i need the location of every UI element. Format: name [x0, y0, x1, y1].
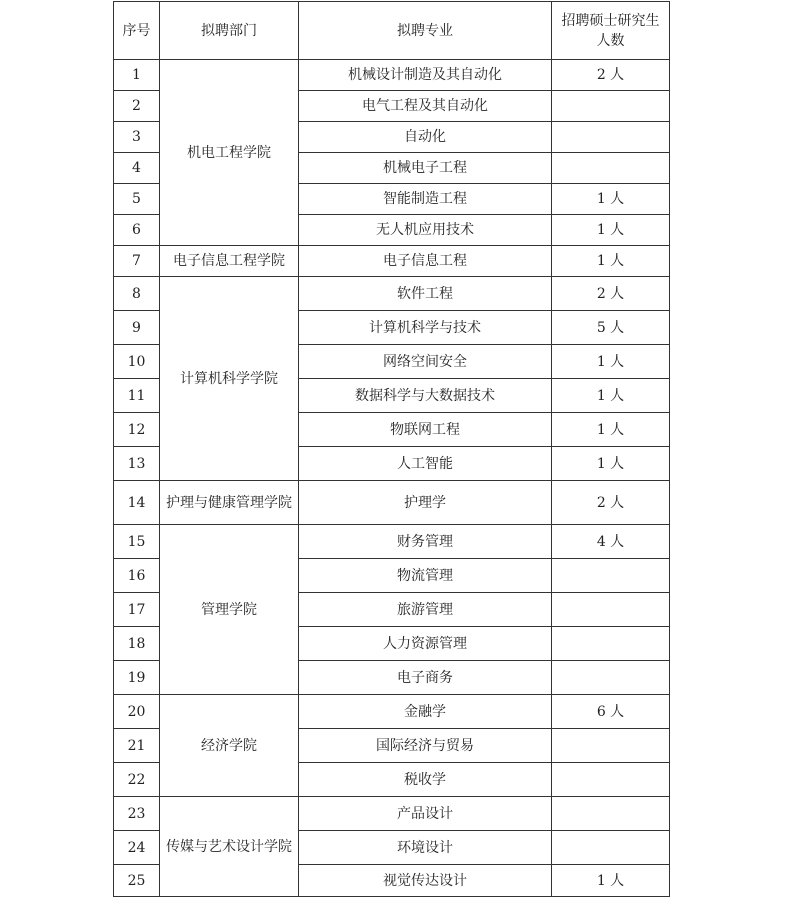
row-index: 12 [114, 413, 160, 447]
row-count [552, 122, 670, 153]
row-index: 17 [114, 593, 160, 627]
row-count: 1 人 [552, 865, 670, 897]
header-index: 序号 [114, 2, 160, 60]
header-dept: 拟聘部门 [160, 2, 299, 60]
row-count [552, 627, 670, 661]
row-index: 7 [114, 246, 160, 277]
row-index: 2 [114, 91, 160, 122]
row-major: 国际经济与贸易 [299, 729, 552, 763]
row-index: 9 [114, 311, 160, 345]
row-major: 无人机应用技术 [299, 215, 552, 246]
row-count [552, 153, 670, 184]
row-major: 物联网工程 [299, 413, 552, 447]
row-major: 金融学 [299, 695, 552, 729]
row-major: 财务管理 [299, 525, 552, 559]
row-index: 15 [114, 525, 160, 559]
row-major: 产品设计 [299, 797, 552, 831]
table-row [114, 525, 670, 559]
row-index: 22 [114, 763, 160, 797]
dept-cell: 传媒与艺术设计学院 [160, 797, 299, 897]
row-count [552, 559, 670, 593]
table-row [114, 60, 670, 91]
table-row [114, 695, 670, 729]
row-major: 护理学 [299, 481, 552, 525]
row-major: 软件工程 [299, 277, 552, 311]
row-major: 机械设计制造及其自动化 [299, 60, 552, 91]
row-index: 10 [114, 345, 160, 379]
row-index: 5 [114, 184, 160, 215]
row-count: 4 人 [552, 525, 670, 559]
row-major: 智能制造工程 [299, 184, 552, 215]
dept-cell: 护理与健康管理学院 [160, 481, 299, 525]
row-index: 1 [114, 60, 160, 91]
row-index: 24 [114, 831, 160, 865]
row-count: 6 人 [552, 695, 670, 729]
dept-cell: 管理学院 [160, 525, 299, 695]
row-index: 18 [114, 627, 160, 661]
table-row [114, 797, 670, 831]
row-major: 电气工程及其自动化 [299, 91, 552, 122]
row-index: 25 [114, 865, 160, 897]
table-row [114, 246, 670, 277]
dept-cell: 电子信息工程学院 [160, 246, 299, 277]
row-index: 3 [114, 122, 160, 153]
row-major: 物流管理 [299, 559, 552, 593]
row-major: 自动化 [299, 122, 552, 153]
row-index: 6 [114, 215, 160, 246]
row-index: 11 [114, 379, 160, 413]
row-major: 视觉传达设计 [299, 865, 552, 897]
row-index: 8 [114, 277, 160, 311]
row-count: 1 人 [552, 413, 670, 447]
row-count: 2 人 [552, 60, 670, 91]
row-count [552, 729, 670, 763]
row-count [552, 797, 670, 831]
row-index: 14 [114, 481, 160, 525]
row-major: 机械电子工程 [299, 153, 552, 184]
row-major: 数据科学与大数据技术 [299, 379, 552, 413]
row-count: 1 人 [552, 447, 670, 481]
row-count [552, 593, 670, 627]
row-count [552, 831, 670, 865]
row-major: 旅游管理 [299, 593, 552, 627]
row-major: 环境设计 [299, 831, 552, 865]
row-major: 人工智能 [299, 447, 552, 481]
row-count [552, 661, 670, 695]
recruitment-table [113, 1, 670, 897]
header-count: 招聘硕士研究生人数 [552, 2, 670, 60]
row-count: 2 人 [552, 481, 670, 525]
table-row [114, 481, 670, 525]
row-count: 1 人 [552, 345, 670, 379]
row-index: 21 [114, 729, 160, 763]
header-row [114, 2, 670, 60]
dept-cell: 经济学院 [160, 695, 299, 797]
row-index: 20 [114, 695, 160, 729]
row-index: 16 [114, 559, 160, 593]
row-major: 税收学 [299, 763, 552, 797]
row-major: 电子商务 [299, 661, 552, 695]
row-count: 1 人 [552, 246, 670, 277]
table-row [114, 277, 670, 311]
row-major: 计算机科学与技术 [299, 311, 552, 345]
row-count [552, 91, 670, 122]
row-count: 5 人 [552, 311, 670, 345]
row-index: 19 [114, 661, 160, 695]
row-count: 1 人 [552, 215, 670, 246]
dept-cell: 计算机科学学院 [160, 277, 299, 481]
row-index: 13 [114, 447, 160, 481]
header-major: 拟聘专业 [299, 2, 552, 60]
row-count: 1 人 [552, 379, 670, 413]
row-major: 人力资源管理 [299, 627, 552, 661]
row-count: 2 人 [552, 277, 670, 311]
row-count [552, 763, 670, 797]
row-count: 1 人 [552, 184, 670, 215]
row-major: 网络空间安全 [299, 345, 552, 379]
dept-cell: 机电工程学院 [160, 60, 299, 246]
row-index: 4 [114, 153, 160, 184]
row-major: 电子信息工程 [299, 246, 552, 277]
row-index: 23 [114, 797, 160, 831]
